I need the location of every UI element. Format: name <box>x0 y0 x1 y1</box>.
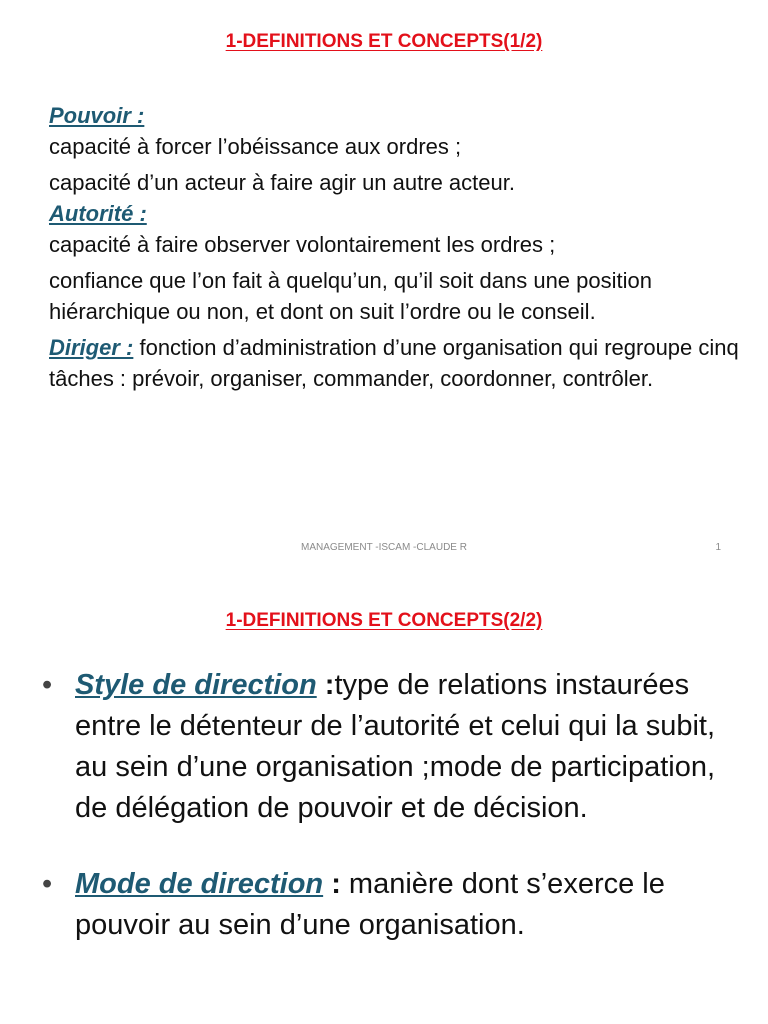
pouvoir-term: Pouvoir : <box>49 103 145 128</box>
diriger-section <box>49 332 749 394</box>
slide-2 <box>0 580 768 1024</box>
definition-list <box>42 665 742 946</box>
slide-1-title: 1-DEFINITIONS ET CONCEPTS(1/2) <box>225 31 543 52</box>
autorite-line-2: confiance que l’on fait à quelqu’un, qu’il soit dans une position hiérarchique ou non, et dont on suit l’ordre ou le conseil. <box>49 268 652 324</box>
bullet-icon: • <box>42 669 53 701</box>
mode-de-direction-colon: : <box>323 868 341 900</box>
page-number: 1 <box>715 542 721 553</box>
mode-de-direction-term: Mode de direction <box>75 868 324 900</box>
slide-2-title: 1-DEFINITIONS ET CONCEPTS(2/2) <box>225 610 543 631</box>
list-item-style-de-direction <box>42 665 742 829</box>
diriger-text: fonction d’administration d’une organisation qui regroupe cinq tâches : prévoir, organiser, commander, coordonner, contrôler. <box>49 335 739 391</box>
style-de-direction-text: type de relations instaurées entre le détenteur de l’autorité et celui qui la subit, au sein d’une organisation ;mode de participation, de délégation de pouvoir et de décision. <box>75 669 716 824</box>
bullet-icon: • <box>42 868 53 900</box>
pouvoir-section <box>49 100 749 131</box>
mode-de-direction-text: manière dont s’exerce le pouvoir au sein d’une organisation. <box>75 868 665 941</box>
style-de-direction-colon: : <box>316 669 335 701</box>
list-item-mode-de-direction <box>42 864 742 946</box>
autorite-term: Autorité : <box>49 201 147 226</box>
diriger-term: Diriger : <box>49 335 134 360</box>
slide-1-body <box>49 100 749 394</box>
slide-footer: MANAGEMENT -ISCAM -CLAUDE R <box>301 542 467 553</box>
pouvoir-line-1: capacité à forcer l’obéissance aux ordres ; <box>49 134 462 159</box>
pouvoir-line-2: capacité d’un acteur à faire agir un autre acteur. <box>49 170 515 195</box>
style-de-direction-term: Style de direction <box>75 669 317 701</box>
autorite-line-1: capacité à faire observer volontairement les ordres ; <box>49 232 556 257</box>
autorite-section <box>49 198 749 229</box>
